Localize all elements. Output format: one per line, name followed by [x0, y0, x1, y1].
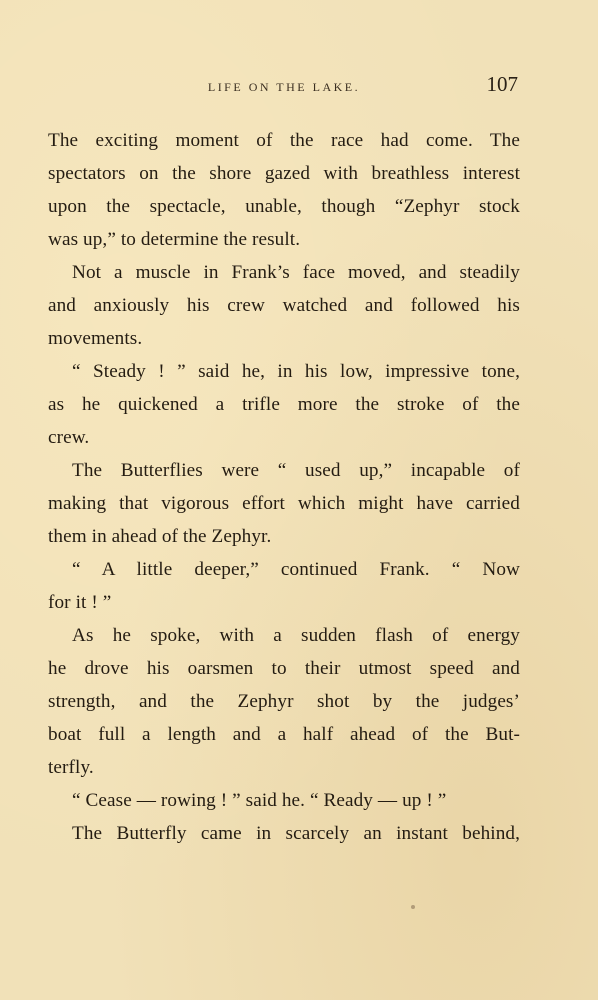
text-line: The Butterfly came in scarcely an instant behind,: [72, 823, 520, 844]
body-text: [48, 124, 520, 850]
text-line: “ Steady ! ” said he, in his low, impressive tone,: [72, 361, 520, 382]
paragraph: [48, 256, 520, 355]
text-line: “ Cease — rowing ! ” said he. “ Ready — up ! ”: [72, 790, 447, 811]
text-line: The exciting moment of the race had come. The: [48, 130, 520, 151]
text-line: he drove his oarsmen to their utmost speed and: [48, 658, 520, 679]
paragraph: [48, 454, 520, 553]
text-line: for it ! ”: [48, 592, 112, 613]
paragraph: [48, 619, 520, 784]
paragraph: [48, 817, 520, 850]
paper-speck: [411, 905, 415, 909]
page-number: 107: [486, 72, 518, 96]
page-header: [48, 72, 520, 102]
paragraph: [48, 355, 520, 454]
text-line: The Butterflies were “ used up,” incapable of: [72, 460, 520, 481]
paragraph: [48, 553, 520, 619]
text-line: strength, and the Zephyr shot by the judges’: [48, 691, 520, 712]
text-line: boat full a length and a half ahead of the But-: [48, 724, 520, 745]
running-head: LIFE ON THE LAKE.: [207, 80, 361, 94]
text-line: was up,” to determine the result.: [48, 229, 301, 250]
text-line: them in ahead of the Zephyr.: [48, 526, 272, 547]
text-line: spectators on the shore gazed with breathless interest: [48, 163, 520, 184]
text-line: upon the spectacle, unable, though “Zephyr stock: [48, 196, 520, 217]
paragraph: [48, 784, 520, 817]
text-line: “ A little deeper,” continued Frank. “ Now: [72, 559, 520, 580]
text-line: As he spoke, with a sudden flash of energy: [72, 625, 520, 646]
text-line: terfly.: [48, 757, 94, 778]
text-line: making that vigorous effort which might have carried: [48, 493, 520, 514]
paragraph: [48, 124, 520, 256]
text-line: and anxiously his crew watched and followed his: [48, 295, 520, 316]
text-line: as he quickened a trifle more the stroke of the: [48, 394, 520, 415]
text-line: movements.: [48, 328, 143, 349]
text-line: Not a muscle in Frank’s face moved, and steadily: [72, 262, 520, 283]
text-line: crew.: [48, 427, 90, 448]
